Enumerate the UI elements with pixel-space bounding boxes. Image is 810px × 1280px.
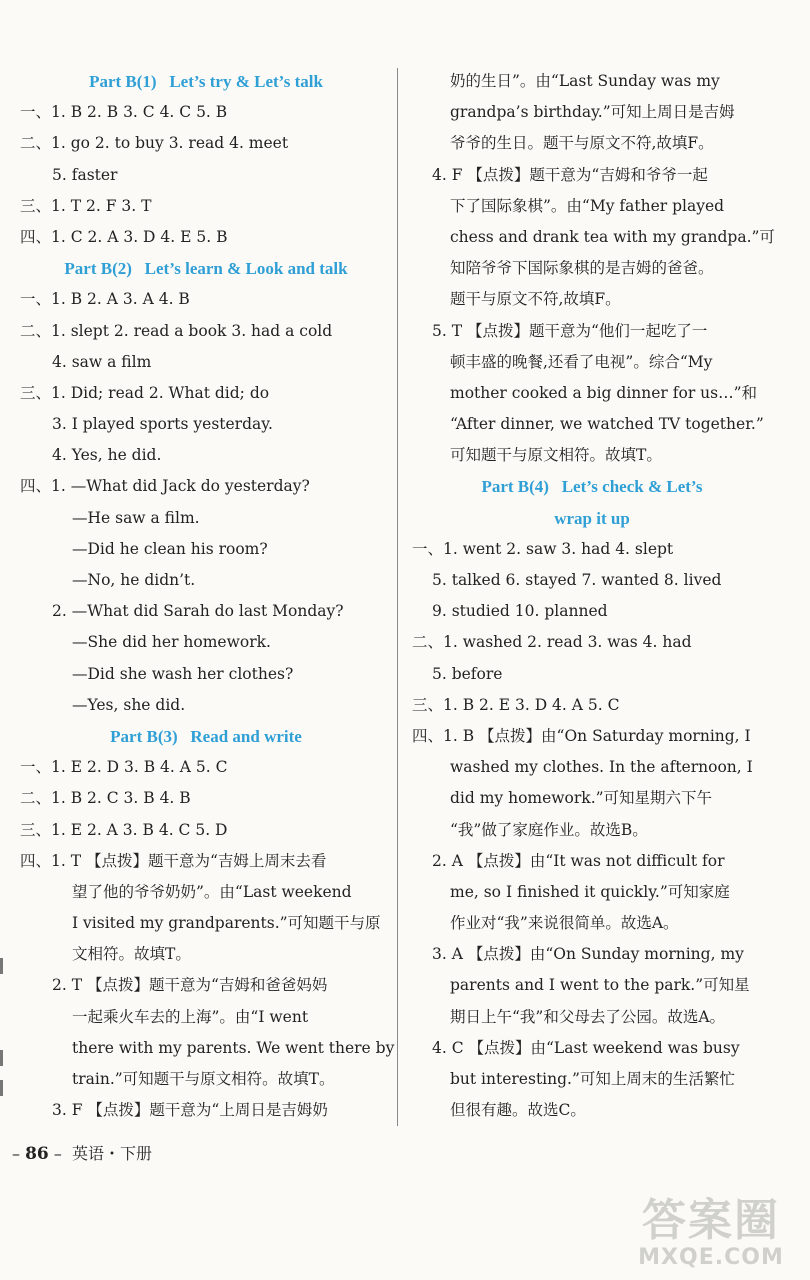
answer-line: 2. A 【点拨】由“It was not difficult for [432, 851, 725, 870]
answer-line: 二、1. washed 2. read 3. was 4. had [412, 633, 692, 652]
answer-line: 三、1. T 2. F 3. T [20, 196, 152, 215]
answer-line: 三、1. B 2. E 3. D 4. A 5. C [412, 695, 620, 714]
answer-line: I visited my grandparents.”可知题干与原 [72, 914, 381, 933]
answer-line: but interesting.”可知上周末的生活繁忙 [450, 1070, 735, 1088]
column-divider [397, 68, 398, 1126]
answer-line: —Did she wash her clothes? [72, 664, 294, 683]
page-edge-mark [0, 958, 3, 974]
answer-line: 一、1. went 2. saw 3. had 4. slept [412, 539, 674, 558]
answer-line: 下了国际象棋”。由“My father played [450, 196, 725, 215]
answer-line: 二、1. go 2. to buy 3. read 4. meet [20, 134, 289, 153]
answer-line: 2. T 【点拨】题干意为“吉姆和爸爸妈妈 [52, 976, 328, 995]
answer-line: 4. Yes, he did. [52, 446, 162, 465]
answer-line: 9. studied 10. planned [432, 602, 608, 621]
answer-line: 但很有趣。故选C。 [450, 1101, 586, 1120]
answer-line: 4. saw a film [52, 352, 152, 371]
answer-line: 二、1. B 2. C 3. B 4. B [20, 789, 191, 808]
section-heading: Part B(2) Let’s learn & Look and talk [64, 259, 348, 279]
answer-line: 可知题干与原文相符。故填T。 [450, 446, 662, 465]
page-edge-mark [0, 1050, 3, 1066]
answer-line: 一、1. B 2. B 3. C 4. C 5. B [20, 103, 228, 122]
answer-line: 四、1. T 【点拨】题干意为“吉姆上周末去看 [20, 851, 327, 870]
answer-line: 知陪爷爷下国际象棋的是吉姆的爸爸。 [450, 259, 714, 278]
answer-line: 4. C 【点拨】由“Last weekend was busy [432, 1038, 740, 1057]
answer-line: 5. talked 6. stayed 7. wanted 8. lived [432, 571, 722, 589]
page-footer: – 86 – 英语・下册 [12, 1144, 153, 1164]
answer-line: me, so I finished it quickly.”可知家庭 [450, 882, 730, 901]
subject-label: 英语・下册 [72, 1144, 153, 1163]
answer-line: 四、1. —What did Jack do yesterday? [20, 477, 310, 496]
answer-line: 3. F 【点拨】题干意为“上周日是吉姆奶 [52, 1101, 328, 1120]
watermark-logo [626, 1196, 796, 1274]
answer-line: 三、1. E 2. A 3. B 4. C 5. D [20, 820, 228, 839]
section-heading: wrap it up [554, 508, 630, 528]
answer-line: 一、1. E 2. D 3. B 4. A 5. C [20, 758, 228, 777]
answer-line: 一起乘火车去的上海”。由“I went [72, 1007, 309, 1026]
answer-line: 期日上午“我”和父母去了公园。故选A。 [450, 1007, 726, 1026]
answer-line: grandpa’s birthday.”可知上周日是吉姆 [450, 103, 735, 122]
answer-line: “我”做了家庭作业。故选B。 [450, 820, 648, 839]
answer-line: 爷爷的生日。题干与原文不符,故填F。 [450, 134, 714, 153]
answer-line: mother cooked a big dinner for us…”和 [450, 383, 758, 402]
answer-line: 二、1. slept 2. read a book 3. had a cold [20, 321, 333, 340]
answer-line: —No, he didn’t. [72, 571, 196, 589]
answer-line: 四、1. B 【点拨】由“On Saturday morning, I [412, 726, 751, 745]
page-edge-mark [0, 1080, 3, 1096]
answer-line: —Yes, she did. [72, 695, 186, 714]
answer-line: “After dinner, we watched TV together.” [450, 415, 764, 434]
answer-line: train.”可知题干与原文相符。故填T。 [72, 1070, 335, 1088]
page-number: 86 [25, 1144, 49, 1164]
answer-line: washed my clothes. In the afternoon, I [450, 758, 753, 777]
answer-line: chess and drank tea with my grandpa.”可 [450, 227, 775, 246]
answer-line: parents and I went to the park.”可知星 [450, 976, 750, 995]
answer-line: 5. before [432, 664, 503, 683]
answer-line: —He saw a film. [72, 508, 200, 527]
answer-line: 题干与原文不符,故填F。 [450, 290, 621, 309]
answer-line: —Did he clean his room? [72, 539, 268, 558]
right-column [412, 66, 775, 1126]
answer-line: 3. I played sports yesterday. [52, 415, 273, 434]
answer-line: did my homework.”可知星期六下午 [450, 789, 713, 808]
answer-line: 三、1. Did; read 2. What did; do [20, 383, 270, 402]
answer-line: 作业对“我”来说很简单。故选A。 [450, 914, 679, 933]
answer-line: 4. F 【点拨】题干意为“吉姆和爷爷一起 [432, 165, 708, 184]
answer-line: 2. —What did Sarah do last Monday? [52, 602, 344, 621]
answer-line: 文相符。故填T。 [72, 945, 191, 964]
answer-line: 顿丰盛的晚餐,还看了电视”。综合“My [450, 352, 713, 371]
left-column [20, 66, 395, 1126]
section-heading: Part B(4) Let’s check & Let’s [481, 477, 703, 497]
answer-line: 一、1. B 2. A 3. A 4. B [20, 290, 190, 309]
answer-line: 5. T 【点拨】题干意为“他们一起吃了一 [432, 321, 708, 340]
section-heading: Part B(1) Let’s try & Let’s talk [89, 72, 323, 91]
answer-line: —She did her homework. [72, 633, 271, 652]
watermark-bottom: MXQE.COM [638, 1245, 784, 1270]
answer-line: 5. faster [52, 165, 118, 184]
watermark-top: 答案圈 [642, 1195, 780, 1246]
answer-line: there with my parents. We went there by [72, 1038, 395, 1057]
answer-line: 望了他的爷爷奶奶”。由“Last weekend [72, 882, 352, 901]
answer-line: 奶的生日”。由“Last Sunday was my [450, 72, 720, 90]
answer-line: 四、1. C 2. A 3. D 4. E 5. B [20, 227, 228, 246]
answer-line: 3. A 【点拨】由“On Sunday morning, my [432, 945, 744, 964]
section-heading: Part B(3) Read and write [110, 726, 302, 746]
